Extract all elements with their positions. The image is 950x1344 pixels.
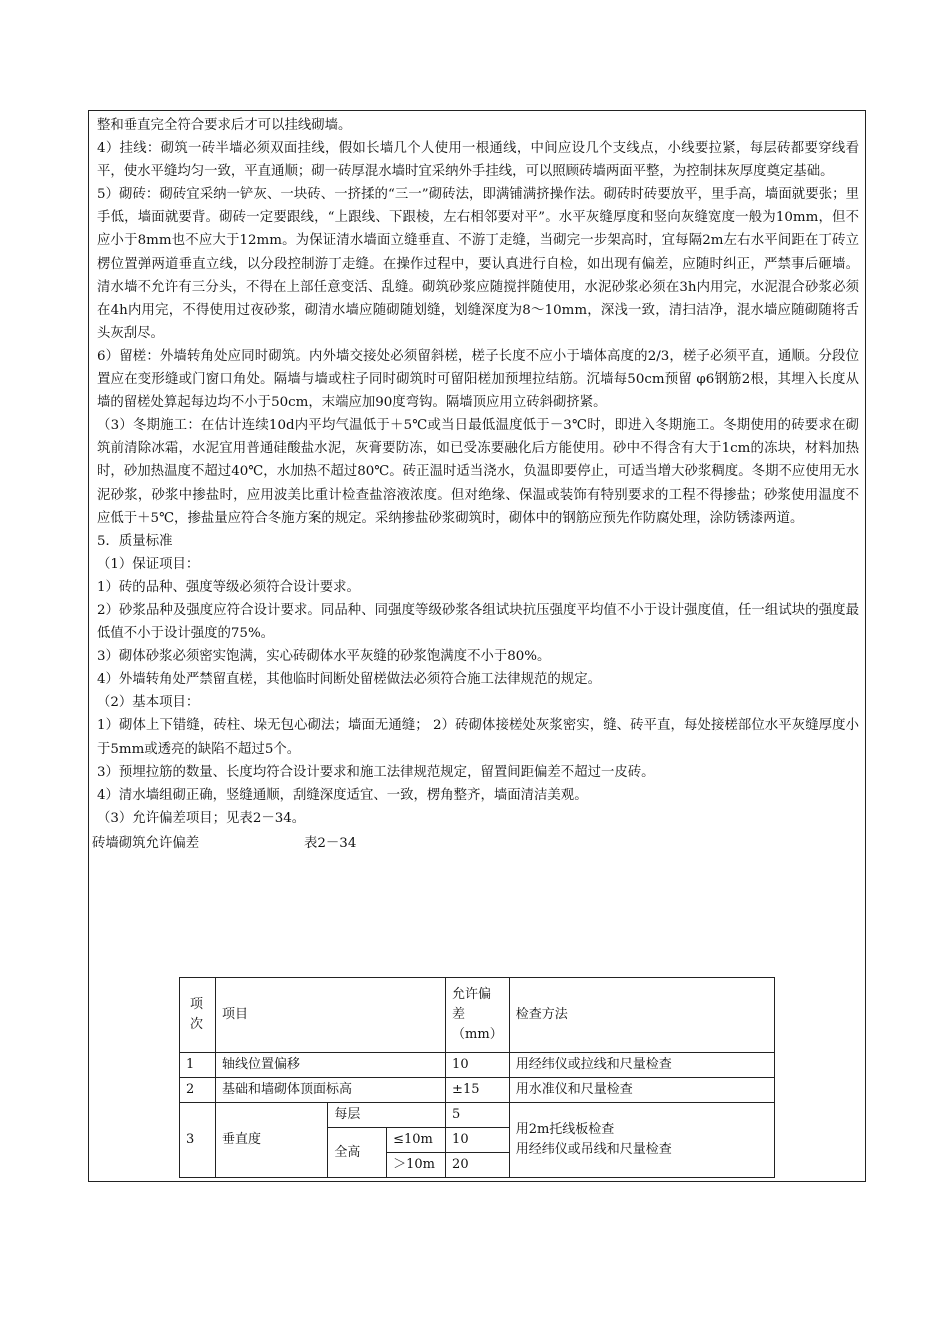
- paragraph: （2）基本项目：: [97, 695, 200, 711]
- cell-tolerance: 10: [446, 1053, 510, 1078]
- table-row: [180, 1103, 775, 1128]
- document-body: [92, 114, 859, 856]
- paragraph: 4）挂线：砌筑一砖半墙必须双面挂线，假如长墙几个人使用一根通线，中间应设几个支线点，小线要拉紧，每层砖都要穿线看平，使水平缝均匀一致，平直通顺；砌一砖厚混水墙时宜采纳外手挂线，可以照顾砖墙两面平整，为控制抹灰厚度奠定基础。: [97, 141, 859, 180]
- paragraph: 3）预埋拉筋的数量、长度均符合设计要求和施工法律规范规定，留置间距偏差不超过一皮砖。: [97, 764, 655, 780]
- table-caption: [92, 832, 859, 856]
- header-item: 项目: [215, 978, 445, 1053]
- paragraph: 3）砌体砂浆必须密实饱满，实心砖砌体水平灰缝的砂浆饱满度不小于80%。: [97, 649, 551, 665]
- cell-method: [509, 1103, 774, 1178]
- paragraph: 1）砖的品种、强度等级必须符合设计要求。: [97, 579, 360, 595]
- cell-no: 3: [180, 1103, 216, 1178]
- table-caption-title: 砖墙砌筑允许偏差: [92, 835, 200, 851]
- paragraph: （3）冬期施工：在估计连续10d内平均气温低于＋5℃或当日最低温度低于－3℃时，即进入冬期施工。冬期使用的砖要求在砌筑前清除冰霜，水泥宜用普通硅酸盐水泥，灰膏要防冻，如已受冻要融化后方能使用。砂中不得含有大于1cm的冻块，材料加热时，砂加热温度不超过40℃，水加热不超过80℃。砖正温时适当浇水，负温即要停止，可适当增大砂浆稠度。冬期不应使用无水泥砂浆，砂浆中掺盐时，应用波美比重计检查盐溶液浓度。但对绝缘、保温或装饰有特别要求的工程不得掺盐；砂浆使用温度不应低于＋5℃，掺盐量应符合冬施方案的规定。采纳掺盐砂浆砌筑时，砌体中的钢筋应预先作防腐处理，涂防锈漆两道。: [97, 418, 859, 526]
- section-heading: 5．质量标准: [97, 533, 173, 549]
- cell-full-height: 全高: [328, 1128, 387, 1178]
- table-row: [180, 1053, 775, 1078]
- cell-method: 用水准仪和尺量检查: [509, 1078, 774, 1103]
- paragraph: 整和垂直完全符合要求后才可以挂线砌墙。: [97, 118, 352, 133]
- paragraph: 4）外墙转角处严禁留直槎，其他临时间断处留槎做法必须符合施工法律规范的规定。: [97, 672, 601, 688]
- cell-item: 轴线位置偏移: [215, 1053, 445, 1078]
- cell-tolerance: 20: [446, 1153, 510, 1178]
- cell-tolerance: 5: [446, 1103, 510, 1128]
- cell-each-floor: 每层: [328, 1103, 446, 1128]
- paragraph: 5）砌砖：砌砖宜采纳一铲灰、一块砖、一挤揉的“三一”砌砖法，即满铺满挤操作法。砌砖时砖要放平，里手高，墙面就要张；里手低，墙面就要背。砌砖一定要跟线，“上跟线、下跟棱，左右相邻要对平”。水平灰缝厚度和竖向灰缝宽度一般为10mm，但不应小于8mm也不应大于12mm。为保证清水墙面立缝垂直、不游丁走缝，当砌完一步架高时，宜每隔2m左右水平间距在丁砖立楞位置弹两道垂直立线，以分段控制游丁走缝。在操作过程中，要认真进行自检，如出现有偏差，应随时纠正，严禁事后砸墙。清水墙不允许有三分头，不得在上部任意变活、乱缝。砌筑砂浆应随搅拌随使用，水泥砂浆必须在3h内用完，水泥混合砂浆必须在4h内用完，不得使用过夜砂浆，砌清水墙应随砌随划缝，划缝深度为8～10mm，深浅一致，清扫洁净，混水墙应随砌随将舌头灰刮尽。: [97, 187, 859, 341]
- paragraph: 4）清水墙组砌正确，竖缝通顺，刮缝深度适宜、一致，楞角整齐，墙面清洁美观。: [97, 787, 588, 803]
- table-row: [180, 1078, 775, 1103]
- cell-item: 垂直度: [215, 1103, 327, 1178]
- cell-gt10: ＞10m: [387, 1153, 446, 1178]
- method-line: 用经纬仪或吊线和尺量检查: [515, 1142, 672, 1157]
- paragraph: 1）砌体上下错缝，砖柱、垛无包心砌法；墙面无通缝； 2）砖砌体接槎处灰浆密实，缝、砖平直，每处接槎部位水平灰缝厚度小于5mm或透亮的缺陷不超过5个。: [97, 718, 859, 757]
- cell-tolerance: 10: [446, 1128, 510, 1153]
- cell-item: 基础和墙砌体顶面标高: [215, 1078, 445, 1103]
- paragraph: 6）留槎：外墙转角处应同时砌筑。内外墙交接处必须留斜槎，槎子长度不应小于墙体高度的2/3，槎子必须平直，通顺。分段位置应在变形缝或门窗口角处。隔墙与墙或柱子同时砌筑时可留阳槎加预埋拉结筋。沉墙每50cm预留 φ6钢筋2根，其埋入长度从墙的留槎处算起每边均不小于50cm，末端应加90度弯钩。隔墙顶应用立砖斜砌挤紧。: [97, 348, 859, 411]
- cell-tolerance: ±15: [446, 1078, 510, 1103]
- paragraph: （1）保证项目：: [97, 556, 200, 572]
- cell-no: 1: [180, 1053, 216, 1078]
- table-caption-number: 表2－34: [304, 835, 357, 851]
- header-tolerance: 允许偏差（mm）: [446, 978, 510, 1053]
- cell-method: 用经纬仪或拉线和尺量检查: [509, 1053, 774, 1078]
- header-method: 检查方法: [509, 978, 774, 1053]
- header-no: 项次: [180, 978, 216, 1053]
- cell-no: 2: [180, 1078, 216, 1103]
- cell-le10: ≤10m: [387, 1128, 446, 1153]
- paragraph: 2）砂浆品种及强度应符合设计要求。同品种、同强度等级砂浆各组试块抗压强度平均值不小于设计强度值，任一组试块的强度最低值不小于设计强度的75%。: [97, 602, 859, 642]
- table-header-row: [180, 978, 775, 1053]
- deviation-table: [179, 977, 775, 1178]
- paragraph: （3）允许偏差项目；见表2－34。: [97, 810, 306, 826]
- method-line: 用2m托线板检查: [515, 1122, 615, 1137]
